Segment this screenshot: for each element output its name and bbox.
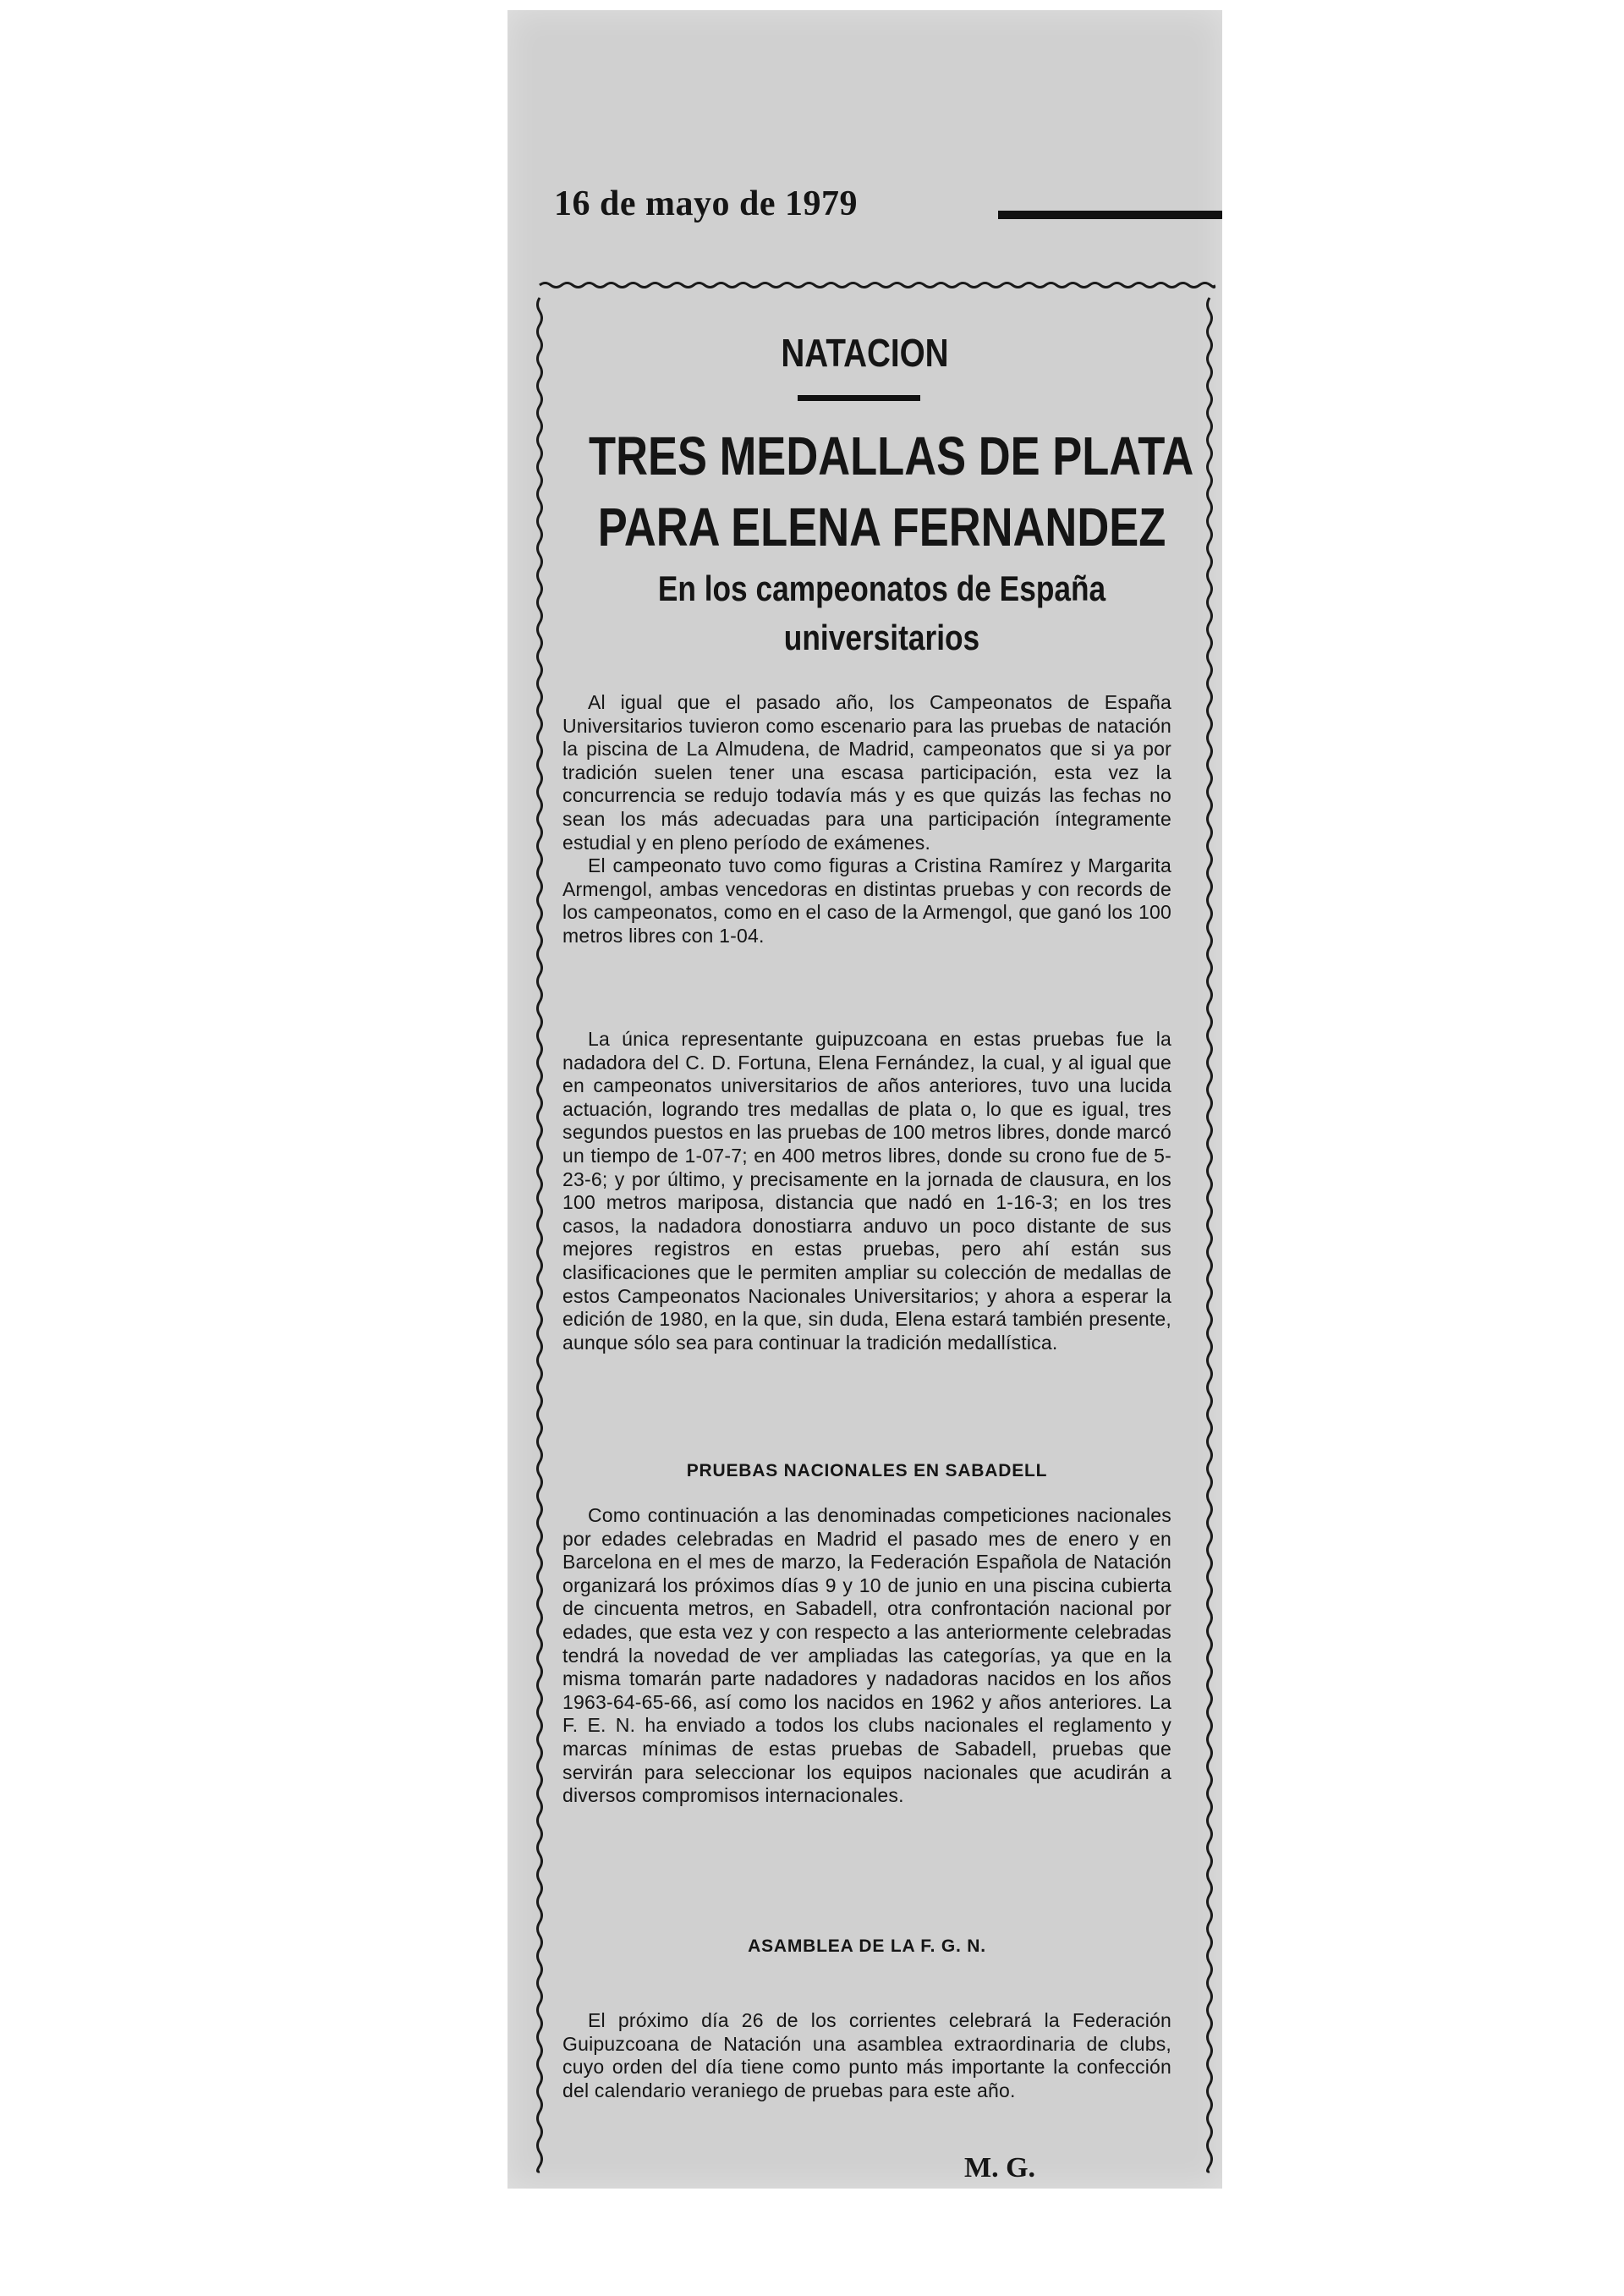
body-paragraph: Como continuación a las denominadas competiciones nacionales por edades celebradas en Madrid el pasado mes de enero y en Barcelona en el mes de marzo, la Federación Española de Natación organizará los próximos días 9 y 10 de junio en una piscina cubierta de cincuenta metros, en Sabadell, otra confrontación nacional por edades, que esta vez y con respecto a las anteriormente celebradas tendrá la novedad de ver ampliadas las categorías, ya que en la misma tomarán parte nadadores y nadadoras nacidos en los años 1963-64-65-66, así como los nacidos en 1962 y años anteriores. La F. E. N. ha enviado a todos los clubs nacionales el reglamento y marcas mínimas de estas pruebas de Sabadell, pruebas que servirán para seleccionar los equipos nacionales que acudirán a diversos compromisos internacionales. [562,1504,1171,1807]
body-paragraph: La única representante guipuzcoana en estas pruebas fue la nadadora del C. D. Fortuna, Elena Fernández, la cual, y al igual que en campeonatos universitarios de años anteriores, tuvo una lucida actuación, logrando tres medallas de plata o, lo que es igual, tres segundos puestos en las pruebas de 100 metros libres, donde marcó un tiempo de 1-07-7; en 400 metros libres, donde su crono fue de 5-23-6; y por último, y precisamente en la jornada de clausura, en los 100 metros mariposa, distancia que nadó en 1-16-3; en los tres casos, la nadadora donostiarra anduvo un poco distante de sus mejores registros en estas pruebas, pero ahí están sus clasificaciones que le permiten ampliar su colección de medallas de estos Campeonatos Nacionales Universitarios; y ahora a esperar la edición de 1980, en la que, sin duda, Elena estará también presente, aunque sólo sea para continuar la tradición medallística. [562,1028,1171,1354]
right-wavy-rule [1208,298,1212,2172]
elena-column [562,1028,1171,1354]
sabadell-heading: PRUEBAS NACIONALES EN SABADELL [686,1461,1048,1480]
author-signature: M. G. [964,2152,1036,2183]
left-wavy-rule [538,298,542,2172]
body-paragraph: El campeonato tuvo como figuras a Cristina Ramírez y Margarita Armengol, ambas vencedoras en distintas pruebas y con records de los campeonatos, como en el caso de la Armengol, que ganó los 100 metros libres con 1-04. [562,854,1171,947]
body-paragraph: Al igual que el pasado año, los Campeonatos de España Universitarios tuvieron como escenario para las pruebas de natación la piscina de La Almudena, de Madrid, campeonatos que si ya por tradición suelen tener una escasa participación, esta vez la concurrencia se redujo todavía más y es que quizás las fechas no sean los más adecuadas para una participación íntegramente estudial y en pleno período de exámenes. [562,691,1171,854]
sabadell-column [562,1504,1171,1808]
headline-line: PARA ELENA FERNANDEZ [597,497,1166,558]
headline-line: TRES MEDALLAS DE PLATA [589,426,1194,486]
newspaper-clipping [508,10,1222,2189]
subhead-line: En los campeonatos de España [657,569,1106,608]
intro-column [562,691,1171,948]
asamblea-column [562,2009,1171,2102]
date-header [554,184,1222,234]
date-rule [998,211,1222,219]
subhead-line: universitarios [783,618,980,657]
headline [589,420,1194,563]
section-rule [798,395,920,401]
top-wavy-rule [540,283,1215,288]
section-label: NATACION [781,331,949,375]
publication-date: 16 de mayo de 1979 [554,184,858,223]
body-paragraph: El próximo día 26 de los corrientes celebrará la Federación Guipuzcoana de Natación una asamblea extraordinaria de clubs, cuyo orden del día tiene como punto más importante la confección del calendario veraniego de pruebas para este año. [562,2009,1171,2101]
asamblea-heading: ASAMBLEA DE LA F. G. N. [748,1936,986,1956]
subheadline [582,564,1182,662]
